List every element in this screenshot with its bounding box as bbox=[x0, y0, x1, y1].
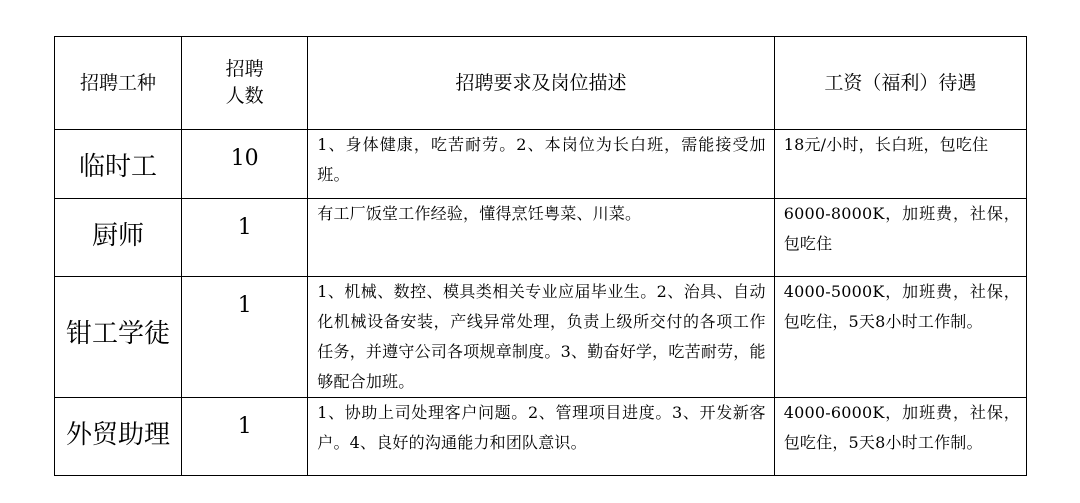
header-pay: 工资（福利）待遇 bbox=[774, 37, 1026, 130]
job-type-cell: 临时工 bbox=[55, 130, 182, 199]
header-headcount-line1: 招聘 bbox=[225, 58, 264, 80]
table-row bbox=[55, 130, 1027, 199]
table-row bbox=[55, 199, 1027, 277]
pay-cell: 4000-6000K，加班费，社保，包吃住，5天8小时工作制。 bbox=[774, 398, 1026, 476]
job-type-cell: 钳工学徒 bbox=[55, 277, 182, 398]
header-requirements: 招聘要求及岗位描述 bbox=[308, 37, 774, 130]
header-headcount-line2: 人数 bbox=[225, 85, 264, 107]
recruitment-table bbox=[54, 36, 1027, 476]
pay-cell: 6000-8000K，加班费，社保，包吃住 bbox=[774, 199, 1026, 277]
headcount-cell: 1 bbox=[182, 199, 308, 277]
table-row bbox=[55, 398, 1027, 476]
pay-cell: 18元/小时，长白班，包吃住 bbox=[774, 130, 1026, 199]
requirements-cell: 1、身体健康，吃苦耐劳。2、本岗位为长白班，需能接受加班。 bbox=[308, 130, 774, 199]
header-row bbox=[55, 37, 1027, 130]
header-headcount bbox=[182, 37, 308, 130]
requirements-cell: 1、协助上司处理客户问题。2、管理项目进度。3、开发新客户。4、良好的沟通能力和团队意识。 bbox=[308, 398, 774, 476]
headcount-cell: 10 bbox=[182, 130, 308, 199]
job-type-cell: 外贸助理 bbox=[55, 398, 182, 476]
headcount-cell: 1 bbox=[182, 277, 308, 398]
requirements-cell: 1、机械、数控、模具类相关专业应届毕业生。2、治具、自动化机械设备安装，产线异常处理，负责上级所交付的各项工作任务，并遵守公司各项规章制度。3、勤奋好学，吃苦耐劳，能够配合加班。 bbox=[308, 277, 774, 398]
requirements-cell: 有工厂饭堂工作经验，懂得烹饪粤菜、川菜。 bbox=[308, 199, 774, 277]
headcount-cell: 1 bbox=[182, 398, 308, 476]
header-job-type: 招聘工种 bbox=[55, 37, 182, 130]
table-row bbox=[55, 277, 1027, 398]
pay-cell: 4000-5000K，加班费，社保，包吃住，5天8小时工作制。 bbox=[774, 277, 1026, 398]
job-type-cell: 厨师 bbox=[55, 199, 182, 277]
